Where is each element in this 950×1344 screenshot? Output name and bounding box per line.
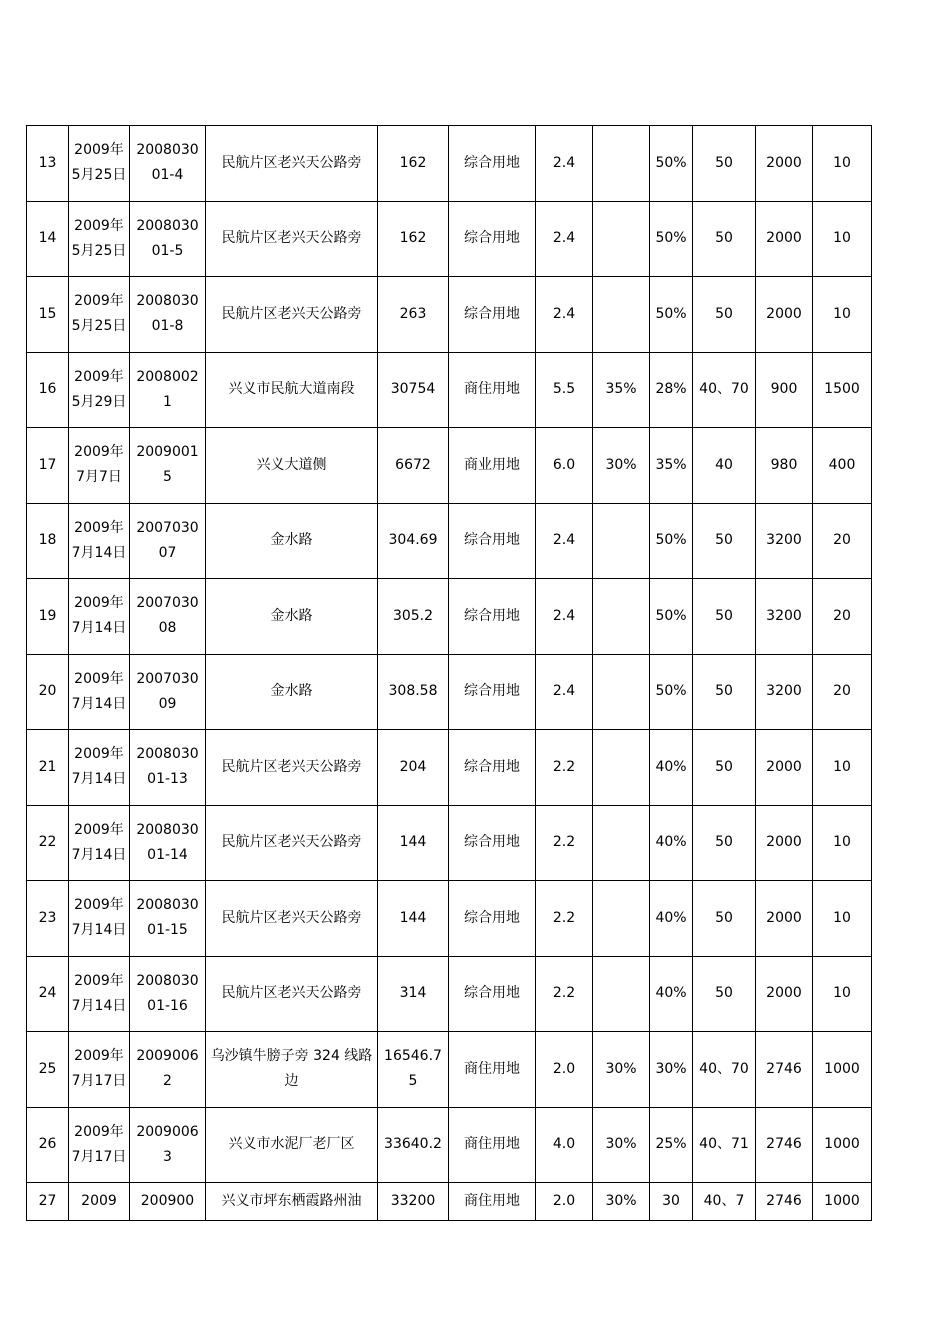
location-cell: 民航片区老兴天公路旁 (206, 956, 378, 1032)
parcel-code-cell: 200703008 (130, 579, 206, 655)
date-cell: 2009年7月14日 (69, 730, 130, 806)
plot-ratio-cell: 2.4 (536, 277, 593, 353)
use-years-cell: 50 (693, 201, 756, 277)
row-number-cell: 13 (27, 126, 69, 202)
row-number-cell: 24 (27, 956, 69, 1032)
location-cell: 兴义大道侧 (206, 428, 378, 504)
area-cell: 33200 (378, 1183, 449, 1221)
location-cell: 兴义市坪东栖霞路州油 (206, 1183, 378, 1221)
use-years-cell: 50 (693, 503, 756, 579)
row-number-cell: 23 (27, 881, 69, 957)
table-row (27, 579, 872, 655)
building-density-cell (593, 881, 650, 957)
amount-cell: 400 (813, 428, 872, 504)
amount-cell: 10 (813, 201, 872, 277)
plot-ratio-cell: 2.4 (536, 126, 593, 202)
parcel-code-cell: 200703009 (130, 654, 206, 730)
row-number-cell: 14 (27, 201, 69, 277)
date-cell: 2009年5月25日 (69, 126, 130, 202)
price-cell: 2000 (756, 126, 813, 202)
green-ratio-cell: 40% (650, 805, 693, 881)
amount-cell: 1000 (813, 1107, 872, 1183)
amount-cell: 10 (813, 956, 872, 1032)
parcel-code-cell: 200803001-5 (130, 201, 206, 277)
plot-ratio-cell: 2.2 (536, 805, 593, 881)
green-ratio-cell: 28% (650, 352, 693, 428)
area-cell: 162 (378, 201, 449, 277)
amount-cell: 10 (813, 805, 872, 881)
land-use-cell: 综合用地 (449, 805, 536, 881)
use-years-cell: 40 (693, 428, 756, 504)
price-cell: 2000 (756, 277, 813, 353)
area-cell: 314 (378, 956, 449, 1032)
green-ratio-cell: 50% (650, 579, 693, 655)
amount-cell: 10 (813, 881, 872, 957)
row-number-cell: 27 (27, 1183, 69, 1221)
land-use-cell: 商住用地 (449, 1032, 536, 1108)
green-ratio-cell: 50% (650, 126, 693, 202)
use-years-cell: 50 (693, 730, 756, 806)
use-years-cell: 40、70 (693, 352, 756, 428)
area-cell: 162 (378, 126, 449, 202)
row-number-cell: 15 (27, 277, 69, 353)
price-cell: 2000 (756, 881, 813, 957)
price-cell: 2746 (756, 1183, 813, 1221)
amount-cell: 10 (813, 277, 872, 353)
green-ratio-cell: 25% (650, 1107, 693, 1183)
date-cell: 2009年7月14日 (69, 654, 130, 730)
building-density-cell: 30% (593, 1032, 650, 1108)
price-cell: 3200 (756, 579, 813, 655)
green-ratio-cell: 50% (650, 277, 693, 353)
plot-ratio-cell: 5.5 (536, 352, 593, 428)
amount-cell: 1000 (813, 1183, 872, 1221)
area-cell: 6672 (378, 428, 449, 504)
use-years-cell: 50 (693, 956, 756, 1032)
use-years-cell: 50 (693, 881, 756, 957)
location-cell: 兴义市民航大道南段 (206, 352, 378, 428)
location-cell: 民航片区老兴天公路旁 (206, 201, 378, 277)
land-use-cell: 商业用地 (449, 428, 536, 504)
green-ratio-cell: 50% (650, 654, 693, 730)
table-row (27, 428, 872, 504)
building-density-cell: 30% (593, 428, 650, 504)
price-cell: 3200 (756, 654, 813, 730)
land-transfer-table (26, 125, 872, 1221)
land-use-cell: 综合用地 (449, 201, 536, 277)
building-density-cell: 30% (593, 1183, 650, 1221)
area-cell: 16546.75 (378, 1032, 449, 1108)
row-number-cell: 18 (27, 503, 69, 579)
date-cell: 2009年5月25日 (69, 201, 130, 277)
plot-ratio-cell: 2.0 (536, 1032, 593, 1108)
table-row (27, 1183, 872, 1221)
table-row (27, 277, 872, 353)
table-row (27, 201, 872, 277)
building-density-cell: 30% (593, 1107, 650, 1183)
plot-ratio-cell: 2.2 (536, 956, 593, 1032)
location-cell: 金水路 (206, 579, 378, 655)
location-cell: 民航片区老兴天公路旁 (206, 277, 378, 353)
table-row (27, 126, 872, 202)
use-years-cell: 50 (693, 654, 756, 730)
land-use-cell: 商住用地 (449, 352, 536, 428)
land-use-cell: 综合用地 (449, 126, 536, 202)
parcel-code-cell: 200803001-13 (130, 730, 206, 806)
use-years-cell: 50 (693, 126, 756, 202)
amount-cell: 1000 (813, 1032, 872, 1108)
table-row (27, 1107, 872, 1183)
parcel-code-cell: 200803001-14 (130, 805, 206, 881)
building-density-cell (593, 654, 650, 730)
use-years-cell: 40、70 (693, 1032, 756, 1108)
parcel-code-cell: 200803001-8 (130, 277, 206, 353)
amount-cell: 20 (813, 579, 872, 655)
area-cell: 204 (378, 730, 449, 806)
green-ratio-cell: 50% (650, 201, 693, 277)
building-density-cell (593, 126, 650, 202)
table-body (27, 126, 872, 1221)
parcel-code-cell: 200703007 (130, 503, 206, 579)
price-cell: 2000 (756, 956, 813, 1032)
price-cell: 2746 (756, 1107, 813, 1183)
location-cell: 民航片区老兴天公路旁 (206, 730, 378, 806)
land-use-cell: 商住用地 (449, 1107, 536, 1183)
table-row (27, 730, 872, 806)
area-cell: 33640.2 (378, 1107, 449, 1183)
row-number-cell: 16 (27, 352, 69, 428)
amount-cell: 1500 (813, 352, 872, 428)
land-use-cell: 综合用地 (449, 579, 536, 655)
location-cell: 民航片区老兴天公路旁 (206, 805, 378, 881)
area-cell: 304.69 (378, 503, 449, 579)
row-number-cell: 25 (27, 1032, 69, 1108)
row-number-cell: 19 (27, 579, 69, 655)
land-use-cell: 综合用地 (449, 654, 536, 730)
date-cell: 2009年7月7日 (69, 428, 130, 504)
plot-ratio-cell: 6.0 (536, 428, 593, 504)
table-row (27, 654, 872, 730)
row-number-cell: 22 (27, 805, 69, 881)
row-number-cell: 21 (27, 730, 69, 806)
table-row (27, 805, 872, 881)
price-cell: 980 (756, 428, 813, 504)
land-use-cell: 综合用地 (449, 503, 536, 579)
use-years-cell: 50 (693, 579, 756, 655)
land-use-cell: 综合用地 (449, 730, 536, 806)
price-cell: 2000 (756, 730, 813, 806)
area-cell: 305.2 (378, 579, 449, 655)
date-cell: 2009年5月25日 (69, 277, 130, 353)
location-cell: 金水路 (206, 503, 378, 579)
table-row (27, 1032, 872, 1108)
price-cell: 2000 (756, 805, 813, 881)
amount-cell: 20 (813, 503, 872, 579)
date-cell: 2009 (69, 1183, 130, 1221)
green-ratio-cell: 35% (650, 428, 693, 504)
building-density-cell (593, 805, 650, 881)
location-cell: 民航片区老兴天公路旁 (206, 881, 378, 957)
plot-ratio-cell: 2.4 (536, 201, 593, 277)
use-years-cell: 40、71 (693, 1107, 756, 1183)
green-ratio-cell: 30% (650, 1032, 693, 1108)
building-density-cell (593, 277, 650, 353)
location-cell: 兴义市水泥厂老厂区 (206, 1107, 378, 1183)
land-use-cell: 综合用地 (449, 881, 536, 957)
building-density-cell (593, 201, 650, 277)
amount-cell: 10 (813, 126, 872, 202)
plot-ratio-cell: 2.4 (536, 654, 593, 730)
parcel-code-cell: 20080021 (130, 352, 206, 428)
building-density-cell: 35% (593, 352, 650, 428)
parcel-code-cell: 200900 (130, 1183, 206, 1221)
date-cell: 2009年7月14日 (69, 503, 130, 579)
date-cell: 2009年7月14日 (69, 805, 130, 881)
price-cell: 2000 (756, 201, 813, 277)
date-cell: 2009年7月17日 (69, 1032, 130, 1108)
plot-ratio-cell: 2.4 (536, 579, 593, 655)
location-cell: 金水路 (206, 654, 378, 730)
green-ratio-cell: 40% (650, 956, 693, 1032)
date-cell: 2009年7月14日 (69, 579, 130, 655)
building-density-cell (593, 730, 650, 806)
date-cell: 2009年7月14日 (69, 956, 130, 1032)
use-years-cell: 50 (693, 277, 756, 353)
green-ratio-cell: 40% (650, 881, 693, 957)
building-density-cell (593, 579, 650, 655)
parcel-code-cell: 200803001-16 (130, 956, 206, 1032)
date-cell: 2009年5月29日 (69, 352, 130, 428)
table-row (27, 956, 872, 1032)
price-cell: 3200 (756, 503, 813, 579)
table-row (27, 503, 872, 579)
plot-ratio-cell: 2.2 (536, 881, 593, 957)
parcel-code-cell: 200803001-15 (130, 881, 206, 957)
table-row (27, 881, 872, 957)
green-ratio-cell: 30 (650, 1183, 693, 1221)
plot-ratio-cell: 2.2 (536, 730, 593, 806)
green-ratio-cell: 40% (650, 730, 693, 806)
table-row (27, 352, 872, 428)
amount-cell: 20 (813, 654, 872, 730)
parcel-code-cell: 20090063 (130, 1107, 206, 1183)
location-cell: 民航片区老兴天公路旁 (206, 126, 378, 202)
area-cell: 144 (378, 881, 449, 957)
use-years-cell: 50 (693, 805, 756, 881)
amount-cell: 10 (813, 730, 872, 806)
date-cell: 2009年7月17日 (69, 1107, 130, 1183)
land-use-cell: 综合用地 (449, 956, 536, 1032)
row-number-cell: 26 (27, 1107, 69, 1183)
parcel-code-cell: 20090015 (130, 428, 206, 504)
land-use-cell: 商住用地 (449, 1183, 536, 1221)
area-cell: 263 (378, 277, 449, 353)
area-cell: 308.58 (378, 654, 449, 730)
parcel-code-cell: 20090062 (130, 1032, 206, 1108)
plot-ratio-cell: 2.4 (536, 503, 593, 579)
location-cell: 乌沙镇牛膀子旁 324 线路边 (206, 1032, 378, 1108)
area-cell: 30754 (378, 352, 449, 428)
green-ratio-cell: 50% (650, 503, 693, 579)
plot-ratio-cell: 2.0 (536, 1183, 593, 1221)
price-cell: 2746 (756, 1032, 813, 1108)
use-years-cell: 40、7 (693, 1183, 756, 1221)
land-use-cell: 综合用地 (449, 277, 536, 353)
parcel-code-cell: 200803001-4 (130, 126, 206, 202)
row-number-cell: 20 (27, 654, 69, 730)
date-cell: 2009年7月14日 (69, 881, 130, 957)
building-density-cell (593, 503, 650, 579)
plot-ratio-cell: 4.0 (536, 1107, 593, 1183)
area-cell: 144 (378, 805, 449, 881)
price-cell: 900 (756, 352, 813, 428)
row-number-cell: 17 (27, 428, 69, 504)
building-density-cell (593, 956, 650, 1032)
